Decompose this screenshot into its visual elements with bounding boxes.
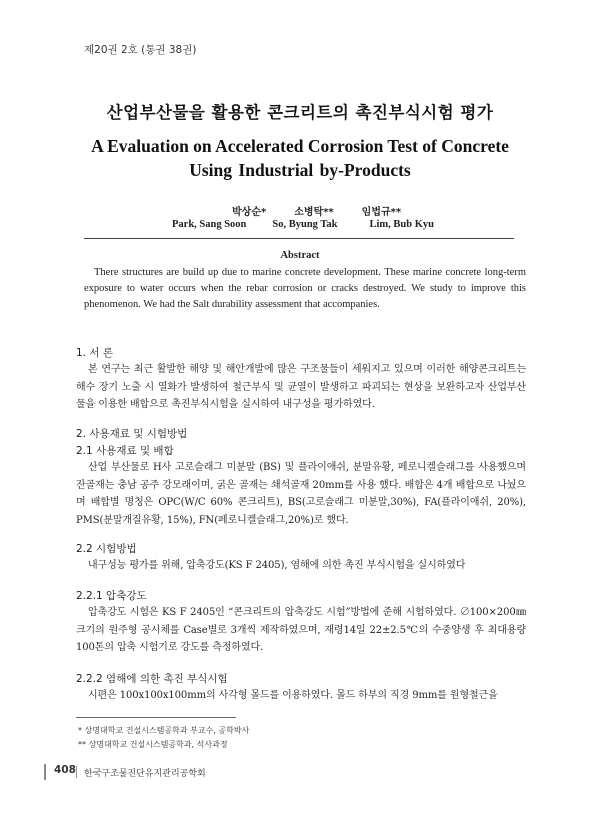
- abstract-heading: Abstract: [280, 250, 320, 261]
- section-1-title: 1. 서 론: [76, 347, 113, 359]
- footnote-2: ** 상명대학교 건설시스템공학과, 석사과정: [78, 740, 228, 749]
- section-2-2-2-text: 시편은 100x100x100mm의 사각형 몰드를 이용하였다. 몰드 하부의 직경 9mm를 원형철근을: [88, 690, 498, 701]
- author-2-name-en: So, Byung Tak: [272, 219, 338, 230]
- author-2-name-ko: 소병탁**: [294, 207, 334, 218]
- author-3-name-ko: 임법규**: [361, 207, 402, 218]
- author-divider: [84, 238, 514, 239]
- footnote-divider: [76, 717, 236, 718]
- section-2-2-1-title: 2.2.1 압축강도: [76, 590, 147, 602]
- section-1-text: 본 연구는 최근 활발한 해양 및 해안개발에 많은 구조물들이 세워지고 있으며 이러한 해양콘크리트는 해수 장기 노출 시 열화가 발생하여 철근부식 및 균열이 발생하고 파괴되는 현상을 보완하고자 산업부산물을 이용한 배합으로 촉진부식시험을 실시하여 내구성을 평가하였다.: [76, 364, 526, 410]
- author-3-name-en: Lim, Bub Kyu: [369, 219, 434, 230]
- volume-header: 제20권 2호 (통권 38권): [84, 44, 197, 56]
- author-names-english: [172, 219, 492, 230]
- english-title-line-2: Using Industrial by-Products: [189, 160, 411, 180]
- english-title-line-1: A Evaluation on Accelerated Corrosion Test of Concrete: [91, 136, 509, 156]
- section-2-2-1-text: 압축강도 시험은 KS F 2405인 “콘크리트의 압축강도 시험”방법에 준해 시험하였다. ∅100×200㎜ 크기의 원주형 공시체를 Case별로 3개씩 제작하였으며, 재령14일 22±2.5℃의 수중양생 후 최대용량 100톤의 압축 시험기로 강도를 측정하였다.: [76, 607, 526, 653]
- footer-separator: [76, 766, 77, 778]
- abstract-text: There structures are build up due to marine concrete development. These marine concrete long-term exposure to water occurs when the rebar corrosion or cracks destroyed. We study to improve this phenomenon. We had the Salt durability assessment that accompanies.: [84, 267, 526, 310]
- author-names-korean: [150, 203, 470, 218]
- footnote-1: * 상명대학교 건설시스템공학과 부교수, 공학박사: [78, 726, 250, 735]
- author-1-name-en: Park, Sang Soon: [172, 219, 247, 230]
- korean-title: 산업부산물을 활용한 콘크리트의 촉진부식시험 평가: [106, 103, 494, 122]
- section-2-2-title: 2.2 시험방법: [76, 543, 137, 555]
- section-2-2-text: 내구성능 평가를 위해, 압축강도(KS F 2405), 염해에 의한 촉진 부식시험을 실시하였다: [88, 560, 466, 571]
- section-2-2-2-title: 2.2.2 염해에 의한 촉진 부식시험: [76, 673, 228, 685]
- author-1-name-ko: 박상순*: [232, 207, 267, 218]
- footer-accent-bar: [44, 764, 46, 780]
- journal-name: 한국구조물진단유지관리공학회: [84, 769, 206, 779]
- section-2-1-text: 산업 부산물로 H사 고로슬래그 미분말 (BS) 및 플라이애쉬, 분말유황, 페로니켈슬래그를 사용했으며 잔골재는 충남 공주 강모래이며, 굵은 골재는 쇄석골재 20mm를 사용 했다. 배합은 4개 배합으로 나눴으며 배합별 명칭은 OPC(W/C 60% 콘크리트), BS(고로슬래그 미분말,30%), FA(플라이애쉬, 20%), PMS(분말개질유황, 15%), FN(페로니켈슬래그,20%)로 했다.: [76, 462, 526, 526]
- page-number: 408: [54, 764, 76, 776]
- section-2-1-title: 2.1 사용재료 및 배합: [76, 445, 174, 457]
- section-2-title: 2. 사용재료 및 시험방법: [76, 428, 188, 440]
